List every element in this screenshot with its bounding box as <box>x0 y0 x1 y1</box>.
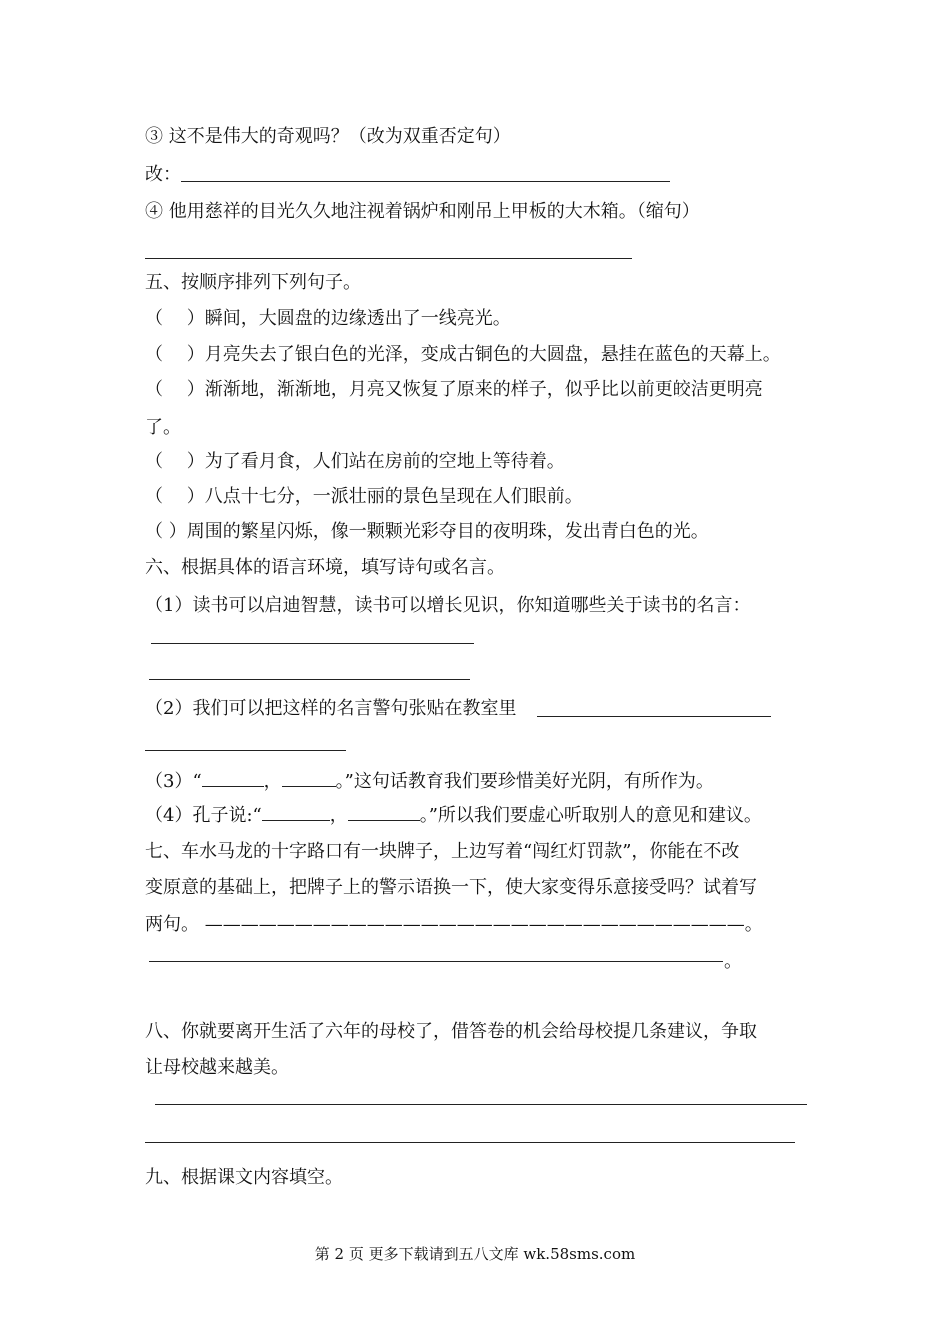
q7-answer-line[interactable] <box>149 961 723 962</box>
q6-item1: （1）读书可以启迪智慧，读书可以增长见识，你知道哪些关于读书的名言： <box>145 595 751 616</box>
q6-item4-blank-1[interactable] <box>262 802 330 821</box>
q6-item3 <box>145 768 714 794</box>
q8-line-1: 八、你就要离开生活了六年的母校了，借答卷的机会给母校提几条建议，争取 <box>145 1021 757 1042</box>
q6-item1-answer-line-2[interactable] <box>149 679 470 680</box>
q6-item4-close: 。”所以我们要虚心听取别人的意见和建议。 <box>419 805 762 826</box>
q9-title: 九、根据课文内容填空。 <box>145 1167 343 1188</box>
q6-item3-close: 。”这句话教育我们要珍惜美好光阴，有所作为。 <box>335 771 714 792</box>
q4-item3-answer-prefix: 改： <box>145 164 181 185</box>
q5-item-6: （ ）周围的繁星闪烁，像一颗颗光彩夺目的夜明珠，发出青白色的光。 <box>145 521 709 542</box>
q6-item4 <box>145 802 762 828</box>
q6-item1-answer-line-1[interactable] <box>151 643 474 644</box>
q5-item-1: （ ）瞬间，大圆盘的边缘透出了一线亮光。 <box>145 308 511 329</box>
q5-item-4: （ ）为了看月食，人们站在房前的空地上等待着。 <box>145 451 565 472</box>
q7-line-1: 七、车水马龙的十字路口有一块牌子，上边写着“闯红灯罚款”，你能在不改 <box>145 841 740 862</box>
q7-answer-end: 。 <box>724 951 742 972</box>
q6-item3-blank-1[interactable] <box>202 768 264 787</box>
q4-item3-answer-line[interactable] <box>181 181 670 182</box>
q6-item4-open: （4）孔子说:“ <box>145 805 262 826</box>
q6-item2-answer-line-1[interactable] <box>537 716 771 717</box>
q5-item-5: （ ）八点十七分，一派壮丽的景色呈现在人们眼前。 <box>145 486 583 507</box>
q6-item4-comma: ， <box>329 805 348 826</box>
q5-item-2: （ ）月亮失去了银白色的光泽，变成古铜色的大圆盘，悬挂在蓝色的天幕上。 <box>145 344 781 365</box>
q4-item4-answer-line[interactable] <box>145 258 632 259</box>
q6-item3-blank-2[interactable] <box>282 768 336 787</box>
q6-item3-comma: ， <box>263 771 282 792</box>
q5-title: 五、按顺序排列下列句子。 <box>145 272 361 293</box>
q6-item2: （2）我们可以把这样的名言警句张贴在教室里 <box>145 698 517 719</box>
q8-answer-line-1[interactable] <box>155 1104 807 1105</box>
q4-item3: ③ 这不是伟大的奇观吗？（改为双重否定句） <box>145 126 511 147</box>
q6-item4-blank-2[interactable] <box>348 802 420 821</box>
q5-item-3-cont: 了。 <box>145 417 181 438</box>
q6-item2-answer-line-2[interactable] <box>145 750 346 751</box>
q8-line-2: 让母校越来越美。 <box>145 1057 289 1078</box>
q5-item-3: （ ）渐渐地，渐渐地，月亮又恢复了原来的样子，似乎比以前更皎洁更明亮 <box>145 379 763 400</box>
q6-title: 六、根据具体的语言环境，填写诗句或名言。 <box>145 557 505 578</box>
page-footer: 第 2 页 更多下载请到五八文库 wk.58sms.com <box>314 1245 636 1263</box>
q7-line-2: 变原意的基础上，把牌子上的警示语换一下，使大家变得乐意接受吗？试着写 <box>145 877 757 898</box>
q8-answer-line-2[interactable] <box>145 1142 795 1143</box>
q6-item3-open: （3）“ <box>145 771 202 792</box>
q7-line-3: 两句。 ——————————————————————————————。 <box>145 914 763 935</box>
q4-item4: ④ 他用慈祥的目光久久地注视着锅炉和刚吊上甲板的大木箱。（缩句） <box>145 201 700 222</box>
